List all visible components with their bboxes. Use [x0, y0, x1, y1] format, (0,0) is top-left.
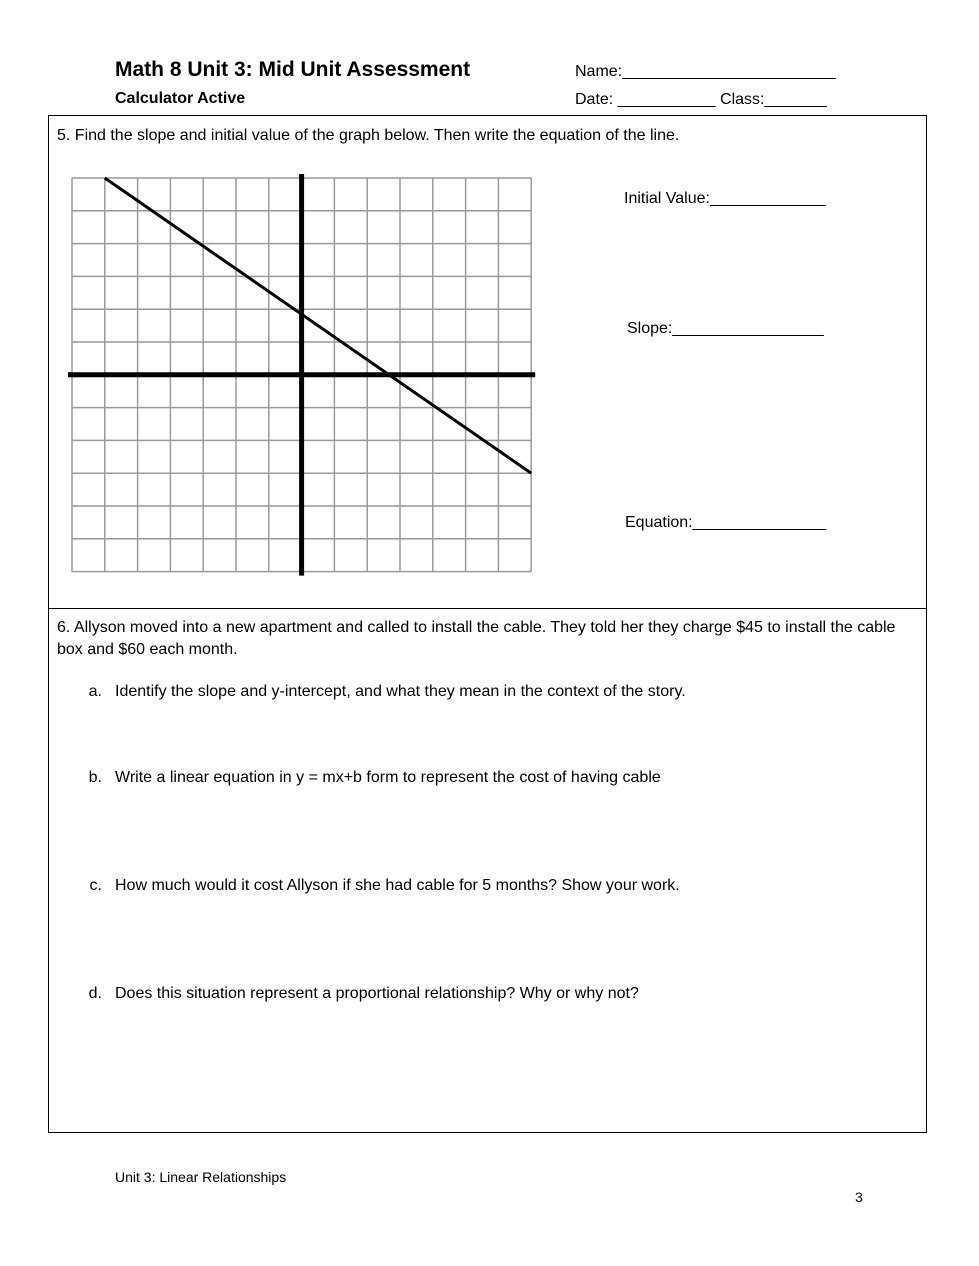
- equation-field: Equation:_______________: [625, 514, 827, 531]
- page-title: Math 8 Unit 3: Mid Unit Assessment: [115, 58, 471, 81]
- date-class-field: Date: ___________ Class:_______: [575, 91, 827, 108]
- question6-prompt: 6. Allyson moved into a new apartment and called to install the cable. They told her they charge $45 to install the cable box and $60 each month.: [57, 619, 896, 658]
- part-d-label: d.: [88, 985, 102, 1002]
- part-b-label: b.: [88, 769, 102, 786]
- question5-prompt: 5. Find the slope and initial value of the graph below. Then write the equation of the line.: [57, 127, 680, 144]
- name-field: Name:________________________: [575, 63, 836, 80]
- part-a-label: a.: [88, 683, 102, 700]
- part-c-text: How much would it cost Allyson if she had cable for 5 months? Show your work.: [115, 877, 680, 894]
- coordinate-graph: [66, 170, 538, 578]
- slope-field: Slope:_________________: [627, 320, 824, 337]
- part-a-text: Identify the slope and y-intercept, and what they mean in the context of the story.: [115, 683, 686, 700]
- series: [105, 178, 531, 473]
- part-b-text: Write a linear equation in y = mx+b form to represent the cost of having cable: [115, 769, 661, 786]
- initial-value-field: Initial Value:_____________: [624, 190, 826, 207]
- series-line: [105, 178, 531, 473]
- part-c-label: c.: [89, 877, 102, 894]
- calculator-note: Calculator Active: [115, 90, 246, 107]
- page-number: 3: [855, 1189, 863, 1205]
- footer-unit: Unit 3: Linear Relationships: [115, 1169, 287, 1185]
- part-d-text: Does this situation represent a proportional relationship? Why or why not?: [115, 985, 639, 1002]
